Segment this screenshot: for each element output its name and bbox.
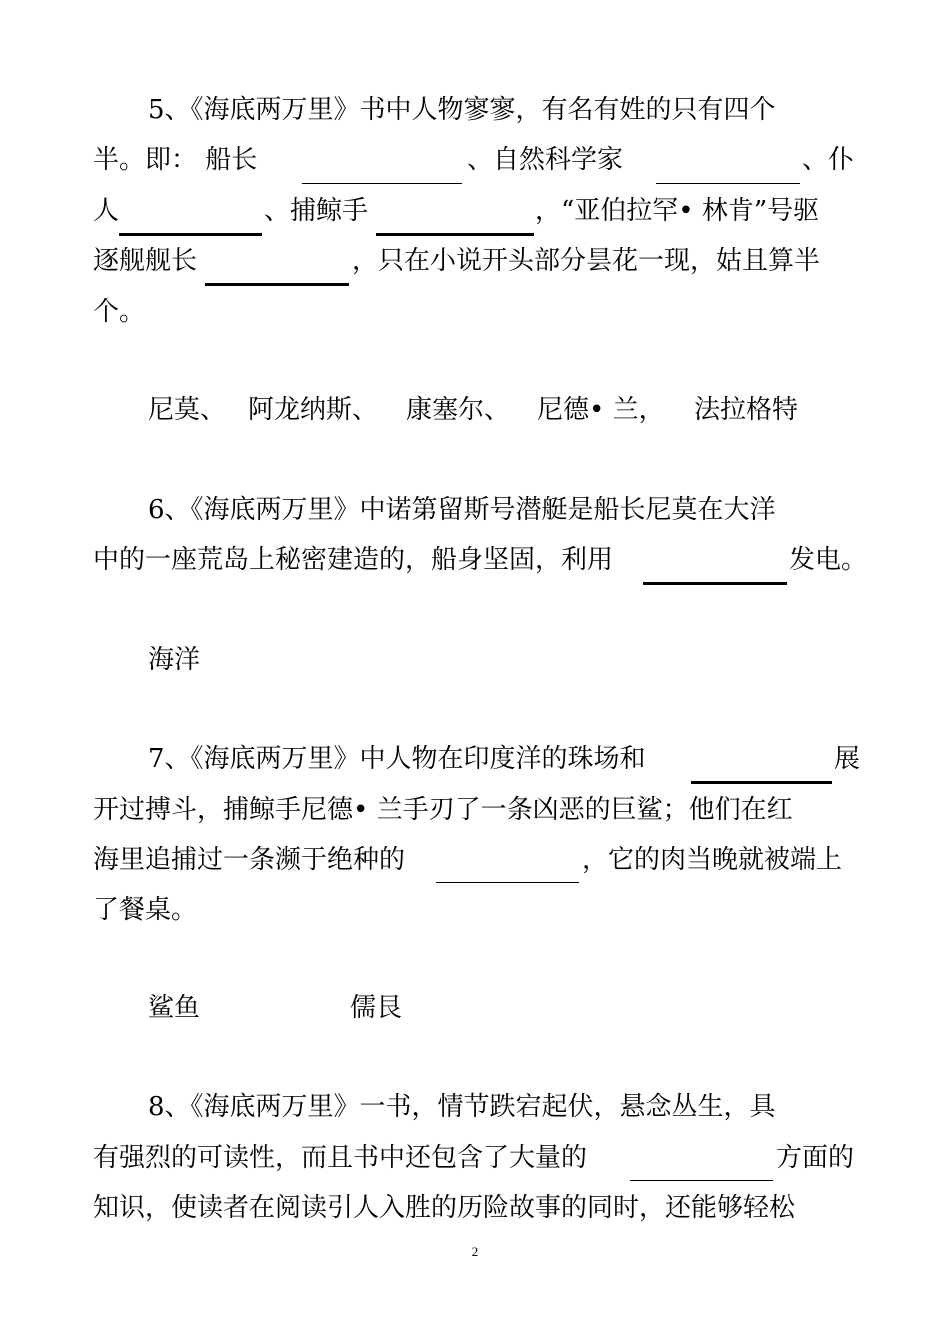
q5-line-3-text-b: 、捕鲸手: [264, 196, 369, 226]
q6-blank-power: [643, 582, 787, 585]
q5-line-4-text-b: ，只在小说开头部分昙花一现，姑且算半: [352, 246, 821, 276]
q6-answer: 海洋: [148, 645, 201, 675]
q5-line-1: 5、《海底两万里》书中人物寥寥，有名有姓的只有四个: [148, 95, 776, 125]
q5-blank-naturalist: [656, 183, 800, 184]
q5-blank-commander: [205, 283, 349, 286]
q7-line-1-text-a: 7、《海底两万里》中人物在印度洋的珠场和: [148, 744, 646, 774]
q7-line-1-text-b: 展: [834, 744, 861, 774]
q5-blank-captain: [302, 183, 462, 184]
q7-line-2: 开过搏斗，捕鲸手尼德• 兰手刃了一条凶恶的巨鲨；他们在红: [93, 795, 793, 825]
answer-nemo: 尼莫、: [148, 395, 227, 425]
answer-dugong: 儒艮: [350, 993, 403, 1023]
q8-line-3: 知识，使读者在阅读引人入胜的历险故事的同时，还能够轻松: [93, 1193, 796, 1223]
q5-line-4-text-a: 逐舰舰长: [93, 246, 198, 276]
answer-shark: 鲨鱼: [148, 993, 201, 1023]
q6-line-2-text-b: 发电。: [789, 545, 868, 575]
q7-line-3-text-a: 海里追捕过一条濒于绝种的: [93, 845, 406, 875]
q5-line-5: 个。: [93, 297, 146, 327]
answer-ned-land: 尼德• 兰，: [537, 395, 665, 425]
q5-line-2-text-a: 半。即： 船长: [93, 145, 258, 175]
q5-line-2-text-c: 、仆: [802, 145, 855, 175]
answer-aronnax: 阿龙纳斯、: [248, 395, 379, 425]
q5-line-2-text-b: 、自然科学家: [467, 145, 624, 175]
q8-blank-science: [630, 1180, 773, 1181]
q6-line-2-text-a: 中的一座荒岛上秘密建造的，船身坚固，利用: [93, 545, 614, 575]
answer-conseil: 康塞尔、: [406, 395, 511, 425]
q5-line-3-text-a: 人: [93, 196, 120, 226]
q8-line-2-text-a: 有强烈的可读性，而且书中还包含了大量的: [93, 1143, 588, 1173]
q7-blank-dugong: [436, 882, 579, 883]
q6-line-1: 6、《海底两万里》中诺第留斯号潜艇是船长尼莫在大洋: [148, 495, 776, 525]
answer-farragut: 法拉格特: [694, 395, 799, 425]
q5-line-3-text-c: ，“亚伯拉罕• 林肯”号驱: [535, 196, 820, 226]
q7-line-4: 了餐桌。: [93, 895, 198, 925]
q8-line-2-text-b: 方面的: [776, 1143, 855, 1173]
q8-line-1: 8、《海底两万里》一书，情节跌宕起伏，悬念丛生，具: [148, 1092, 776, 1122]
q7-blank-shark: [691, 781, 832, 784]
page-number: 2: [471, 1244, 479, 1259]
q7-line-3-text-b: ，它的肉当晚就被端上: [582, 845, 843, 875]
